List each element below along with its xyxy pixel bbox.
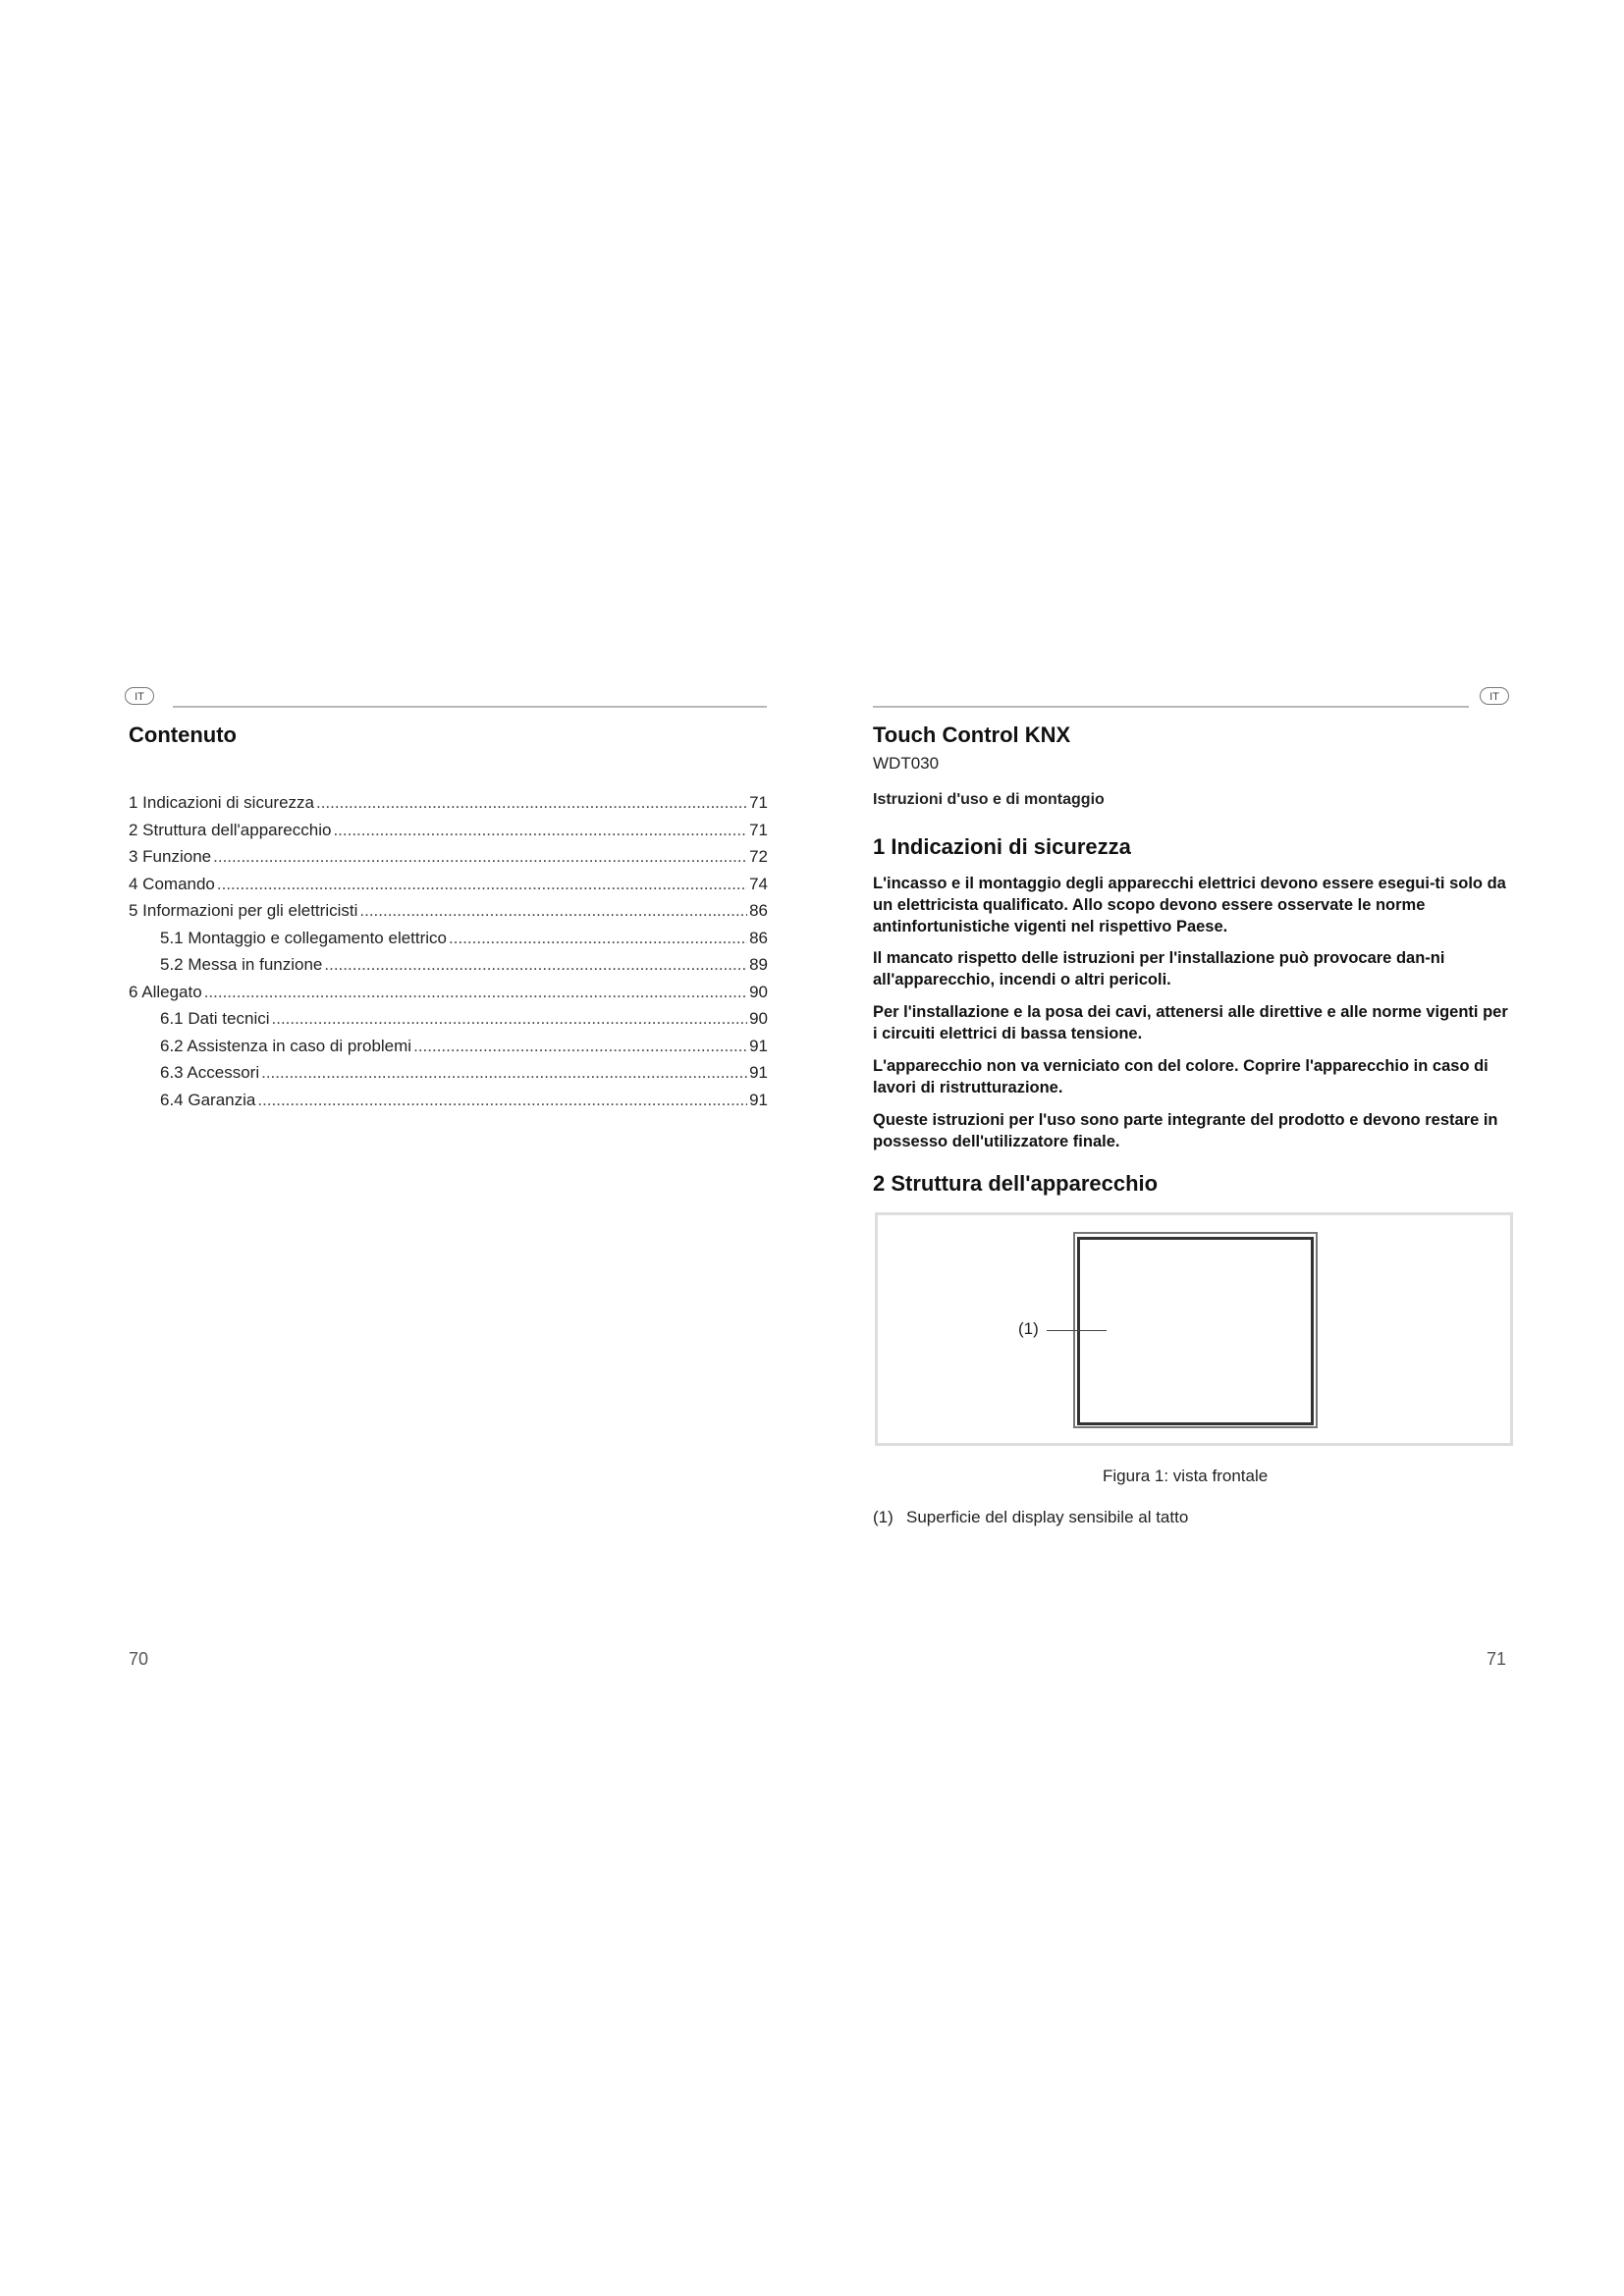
toc-subentry[interactable]: 5.2 Messa in funzione ..... 89	[129, 955, 768, 983]
document-type: Istruzioni d'uso e di montaggio	[873, 791, 1105, 808]
safety-paragraph: L'incasso e il montaggio degli apparecchi elettrici devono essere esegui-ti solo da un elettricista qualificato. Allo scopo devono essere osservate le norme antinfortunistiche vigenti nel rispettivo Paese.	[873, 875, 1506, 935]
toc-subentry[interactable]: 6.2 Assistenza in caso di problemi ..... 91	[129, 1037, 768, 1064]
figure-legend	[873, 1508, 1188, 1527]
header-rule-left	[173, 706, 767, 708]
toc-subentry[interactable]: 6.4 Garanzia ..... 91	[129, 1091, 768, 1118]
safety-paragraph: Per l'installazione e la posa dei cavi, attenersi alle direttive e alle norme vigenti per i circuiti elettrici di bassa tensione.	[873, 1003, 1508, 1042]
figure-callout-line	[1047, 1330, 1107, 1331]
product-title: Touch Control KNX	[873, 722, 1071, 747]
section-heading-structure: 2 Struttura dell'apparecchio	[873, 1171, 1159, 1196]
legend-number: (1)	[873, 1508, 893, 1526]
toc-subentry[interactable]: 5.1 Montaggio e collegamento elettrico ..... 86	[129, 929, 768, 956]
section-heading-safety: 1 Indicazioni di sicurezza	[873, 834, 1131, 859]
figure-callout-label: (1)	[1018, 1319, 1039, 1338]
touch-display-surface	[1077, 1237, 1314, 1425]
safety-paragraph: Il mancato rispetto delle istruzioni per l'installazione può provocare dan-ni all'apparecchio, incendi o altri pericoli.	[873, 949, 1445, 988]
toc-entry[interactable]: 5 Informazioni per gli elettricisti ..... 86	[129, 901, 768, 929]
page-number-left: 70	[129, 1649, 149, 1669]
table-of-contents	[129, 793, 768, 1117]
language-badge-left: IT	[125, 687, 154, 705]
toc-subentry[interactable]: 6.3 Accessori ..... 91	[129, 1063, 768, 1091]
toc-entry[interactable]: 2 Struttura dell'apparecchio ..... 71	[129, 821, 768, 848]
legend-text: Superficie del display sensibile al tatto	[906, 1508, 1189, 1526]
header-rule-right	[873, 706, 1469, 708]
language-badge-right: IT	[1480, 687, 1509, 705]
figure-caption: Figura 1: vista frontale	[1103, 1467, 1269, 1485]
toc-entry[interactable]: 1 Indicazioni di sicurezza ..... 71	[129, 793, 768, 821]
toc-subentry[interactable]: 6.1 Dati tecnici ..... 90	[129, 1009, 768, 1037]
safety-paragraph: Queste istruzioni per l'uso sono parte integrante del prodotto e devono restare in possesso dell'utilizzatore finale.	[873, 1111, 1498, 1150]
toc-entry[interactable]: 4 Comando ..... 74	[129, 875, 768, 902]
toc-entry[interactable]: 6 Allegato ..... 90	[129, 983, 768, 1010]
product-code: WDT030	[873, 754, 940, 773]
page-number-right: 71	[1487, 1649, 1507, 1669]
safety-paragraph: L'apparecchio non va verniciato con del colore. Coprire l'apparecchio in caso di lavori di ristrutturazione.	[873, 1057, 1489, 1096]
toc-title: Contenuto	[129, 722, 237, 747]
toc-entry[interactable]: 3 Funzione ..... 72	[129, 847, 768, 875]
